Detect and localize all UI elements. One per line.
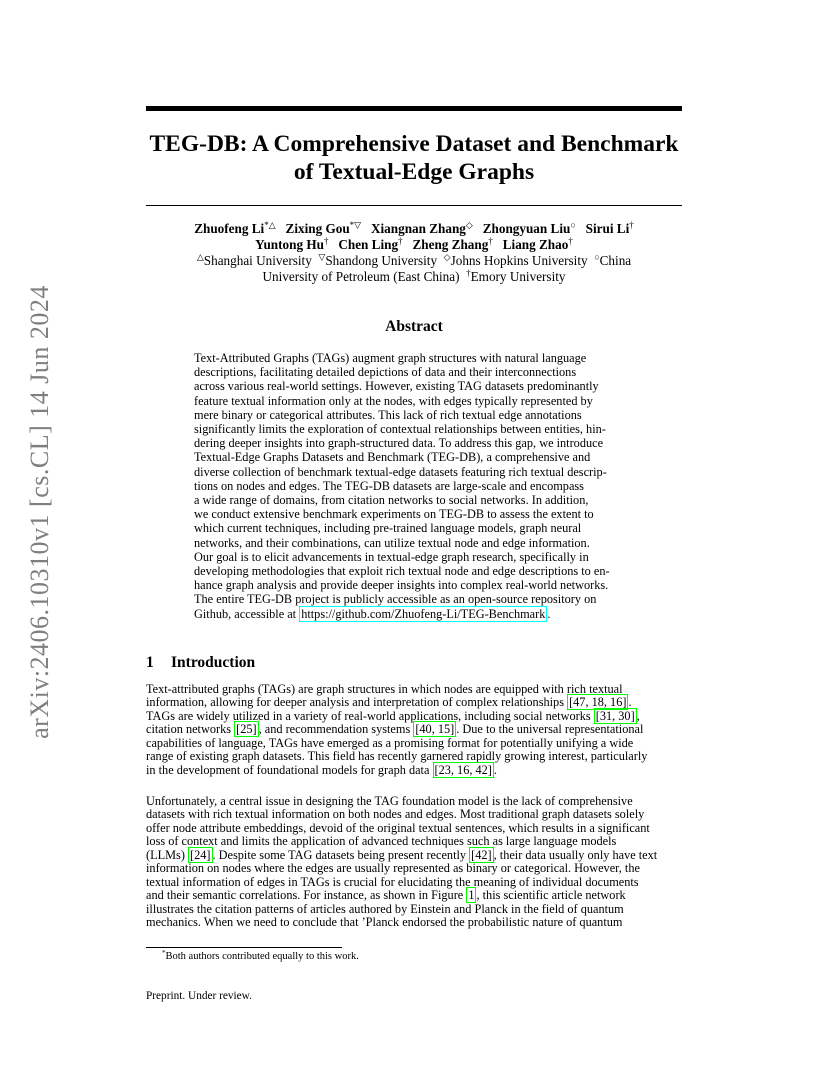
author-line-1: [146, 221, 682, 237]
text-line: information on nodes where the edges are usually represented as binary or categorical. However, the: [146, 861, 640, 876]
author-mark: †: [629, 220, 634, 230]
affiliation-mark: ▽: [318, 252, 326, 262]
abstract-line: networks, and their combinations, can utilize textual node and edge information.: [194, 535, 590, 550]
author-block: [146, 221, 682, 285]
abstract-line: hance graph analysis and provide deeper insights into complex real-world networks.: [194, 578, 609, 593]
abstract-text: .: [547, 606, 551, 621]
text-line: capabilities of language, TAGs have emerged as a promising format for potentially unifying a wide: [146, 735, 634, 750]
citation-link[interactable]: [47, 18, 16]: [569, 695, 627, 710]
text-run: . Despite some TAG datasets being present recently: [212, 847, 470, 862]
affiliation: Shandong University: [325, 253, 438, 268]
text-run: TAGs are widely utilized in a variety of real-world applications, including social networks: [146, 708, 594, 723]
citation-link[interactable]: [31, 30]: [595, 708, 635, 723]
abstract-text: Github, accessible at: [194, 606, 300, 621]
text-run: , their data usually only have text: [493, 847, 658, 862]
affiliation: University of Petroleum (East China): [262, 269, 460, 284]
affiliation-line-2: [146, 269, 682, 285]
text-line: Text-attributed graphs (TAGs) are graph structures in which nodes are equipped with rich textual: [146, 682, 623, 696]
author-name: Sirui Li: [585, 221, 630, 236]
text-run: , and recommendation systems: [258, 722, 414, 737]
author-mark: ○: [570, 220, 576, 230]
abstract-line: Textual-Edge Graphs Datasets and Benchmark (TEG-DB), a comprehensive and: [194, 450, 591, 465]
abstract-line: we conduct extensive benchmark experiments on TEG-DB to assess the extent to: [194, 507, 594, 522]
author-mark: *△: [264, 220, 276, 230]
text-line: datasets with rich textual information on both nodes and edges. Most traditional graph datasets solely: [146, 807, 645, 822]
intro-paragraph-1: [146, 683, 682, 777]
text-line: Unfortunately, a central issue in designing the TAG foundation model is the lack of comprehensive: [146, 794, 633, 808]
section-heading-introduction: [146, 654, 255, 672]
title-bottom-rule: [146, 205, 682, 206]
arxiv-identifier: [20, 285, 60, 739]
author-mark: †: [488, 236, 493, 246]
text-line: [146, 849, 682, 862]
author-name: Yuntong Hu: [255, 237, 324, 252]
text-line: [146, 723, 682, 736]
title-line-2: of Textual-Edge Graphs: [293, 159, 535, 185]
github-link[interactable]: https://github.com/Zhuofeng-Li/TEG-Benchmark: [301, 606, 546, 621]
text-line: mechanics. When we need to conclude that ’Planck endorsed the probabilistic nature of quantum: [146, 915, 623, 930]
footnote-mark: *: [162, 949, 166, 957]
text-run: and their semantic correlations. For instance, as shown in Figure: [146, 888, 467, 903]
text-run: information, allowing for deeper analysis and interpretation of complex relationships: [146, 695, 568, 710]
citation-link[interactable]: [25]: [236, 722, 257, 737]
text-line: [146, 889, 682, 902]
text-run: , this scientific article network: [476, 888, 626, 903]
author-mark: †: [323, 236, 329, 246]
section-title: Introduction: [171, 654, 256, 671]
text-line: loss of context and limits the application of advanced techniques such as large language models: [146, 834, 617, 849]
abstract-line: dering deeper insights into graph-structured data. To address this gap, we introduce: [194, 436, 604, 451]
author-mark: †: [398, 236, 403, 246]
footnote: [162, 951, 359, 962]
abstract-line: feature textual information only at the nodes, with edges typically represented by: [194, 393, 593, 408]
abstract-line: diverse collection of benchmark textual-edge datasets featuring rich textual descrip-: [194, 464, 607, 479]
abstract-line: mere binary or categorical attributes. This lack of rich textual edge annotations: [194, 407, 582, 422]
author-name: Chen Ling: [338, 237, 399, 252]
affiliation-mark: †: [466, 268, 471, 278]
citation-link[interactable]: [42]: [471, 847, 492, 862]
abstract-line: developing methodologies that exploit rich textual node and edge descriptions to en-: [194, 564, 610, 579]
intro-paragraph-2: [146, 795, 682, 930]
abstract-line: The entire TEG-DB project is publicly accessible as an open-source repository on: [194, 592, 597, 607]
abstract-line: Text-Attributed Graphs (TAGs) augment graph structures with natural language: [194, 351, 587, 365]
author-name: Xiangnan Zhang: [370, 221, 466, 236]
affiliation: Shanghai University: [203, 253, 312, 268]
abstract-line: Our goal is to elicit advancements in textual-edge graph research, specifically in: [194, 549, 589, 564]
text-run: .: [493, 762, 497, 777]
citation-link[interactable]: [40, 15]: [415, 722, 455, 737]
affiliation-mark: △: [196, 252, 204, 262]
author-mark: *▽: [349, 220, 362, 230]
author-name: Zheng Zhang: [412, 237, 489, 252]
footnote-rule: [146, 947, 342, 948]
affiliation: China: [599, 253, 632, 268]
text-run: citation networks: [146, 722, 235, 737]
text-run: ,: [636, 708, 640, 723]
abstract-line: descriptions, facilitating detailed depictions of data and their interconnections: [194, 365, 577, 380]
author-name: Zhuofeng Li: [194, 221, 265, 236]
footnote-text: Both authors contributed equally to this work.: [165, 951, 359, 962]
abstract-line: which current techniques, including pre-trained language models, graph neural: [194, 521, 582, 536]
affiliation-mark: ○: [594, 252, 600, 262]
abstract-heading: Abstract: [385, 318, 443, 335]
preprint-notice: Preprint. Under review.: [146, 990, 252, 1002]
section-number: 1: [146, 654, 154, 671]
abstract-line: across various real-world settings. However, existing TAG datasets predominantly: [194, 379, 599, 394]
author-mark: ◇: [465, 220, 473, 230]
text-line: illustrates the citation patterns of articles authored by Einstein and Planck in the field of quantum: [146, 901, 624, 916]
author-name: Liang Zhao: [502, 237, 569, 252]
title-top-rule: [146, 106, 682, 111]
author-line-2: [146, 237, 682, 253]
title-line-1: TEG-DB: A Comprehensive Dataset and Benchmark: [149, 131, 679, 157]
affiliation-mark: ◇: [443, 252, 451, 262]
author-name: Zhongyuan Liu: [482, 221, 571, 236]
affiliation: Johns Hopkins University: [450, 253, 588, 268]
affiliation-line-1: [146, 253, 682, 269]
abstract-line: a wide range of domains, from citation networks to social networks. In addition,: [194, 493, 589, 508]
paper-title: [146, 130, 682, 186]
text-line: textual information of edges in TAGs is crucial for elucidating the meaning of individual documents: [146, 874, 639, 889]
abstract-last-line: [194, 607, 634, 621]
author-name: Zixing Gou: [285, 221, 350, 236]
figure-link[interactable]: 1: [468, 888, 475, 903]
text-run: . Due to the universal representational: [456, 722, 644, 737]
text-run: in the development of foundational models for graph data: [146, 762, 433, 777]
text-run: (LLMs): [146, 847, 189, 862]
text-run: .: [628, 695, 632, 710]
text-line: offer node attribute embeddings, devoid of the original textual sentences, which results in a significant: [146, 820, 650, 835]
abstract-body: [194, 351, 634, 621]
text-line: [146, 764, 682, 777]
citation-link[interactable]: [24]: [190, 847, 211, 862]
affiliation: Emory University: [470, 269, 566, 284]
author-mark: †: [568, 236, 573, 246]
citation-link[interactable]: [23, 16, 42]: [434, 762, 492, 777]
text-line: range of existing graph datasets. This field has recently garnered rapidly growing interest, particularly: [146, 749, 648, 764]
arxiv-identifier-text: arXiv:2406.10310v1 [cs.CL] 14 Jun 2024: [25, 285, 54, 739]
abstract-line: tions on nodes and edges. The TEG-DB datasets are large-scale and encompass: [194, 478, 584, 493]
abstract-line: significantly limits the exploration of contextual relationships between entities, hin-: [194, 422, 606, 437]
